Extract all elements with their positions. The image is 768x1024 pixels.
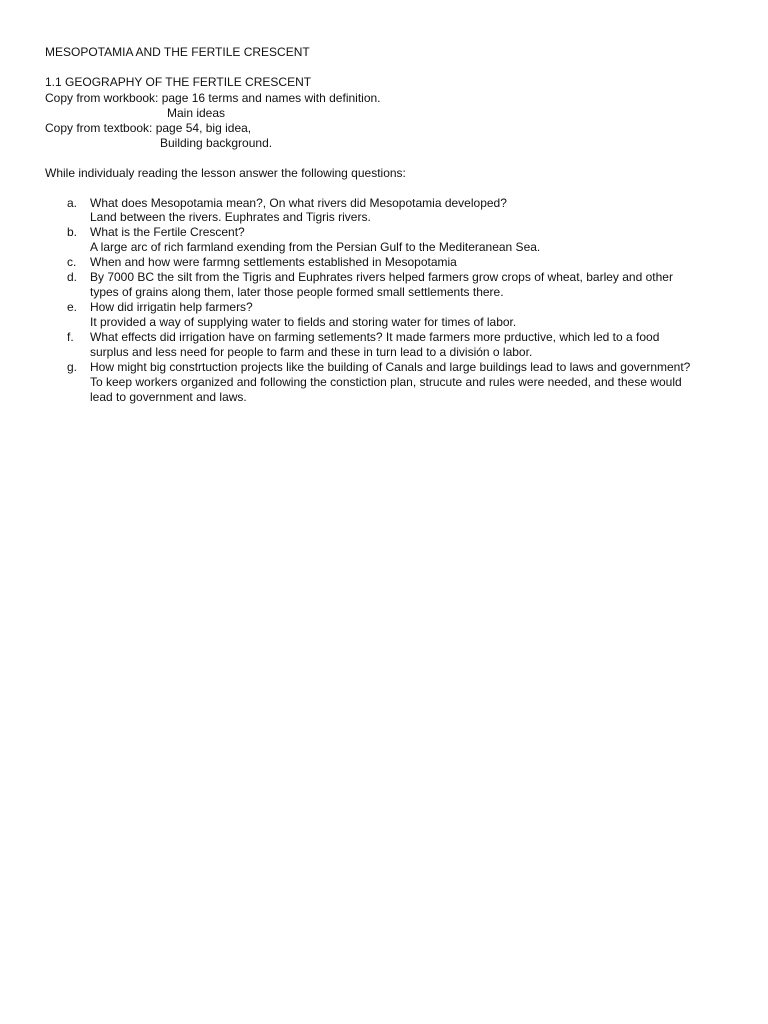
question-text: What effects did irrigation have on farming setlements? It made farmers more prductive, which led to a food <box>90 330 660 344</box>
question-text: How did irrigatin help farmers? <box>90 300 253 314</box>
question-letter: c. <box>67 255 77 269</box>
answer-text: Land between the rivers. Euphrates and Tigris rivers. <box>90 210 371 224</box>
answer-text: lead to government and laws. <box>90 390 247 404</box>
textbook-subitem: Building background. <box>160 136 273 150</box>
answer-text: To keep workers organized and following the constiction plan, strucute and rules were needed, and these would <box>90 375 682 389</box>
question-text: How might big constrtuction projects like the building of Canals and large buildings lead to laws and government? <box>90 360 691 374</box>
question-letter: f. <box>67 330 74 344</box>
answer-text: A large arc of rich farmland exending from the Persian Gulf to the Mediteranean Sea. <box>90 240 541 254</box>
question-letter: d. <box>67 270 78 284</box>
question-text: When and how were farmng settlements established in Mesopotamia <box>90 255 457 269</box>
question-text: What is the Fertile Crescent? <box>90 225 245 239</box>
question-text: What does Mesopotamia mean?, On what rivers did Mesopotamia developed? <box>90 196 507 210</box>
question-letter: g. <box>67 360 78 374</box>
section-heading: 1.1 GEOGRAPHY OF THE FERTILE CRESCENT <box>45 75 312 89</box>
textbook-instruction: Copy from textbook: page 54, big idea, <box>45 121 252 135</box>
answer-text: By 7000 BC the silt from the Tigris and Euphrates rivers helped farmers grow crops of wheat, barley and other <box>90 270 673 284</box>
question-letter: a. <box>67 196 78 210</box>
question-letter: e. <box>67 300 78 314</box>
document-title: MESOPOTAMIA AND THE FERTILE CRESCENT <box>45 45 310 59</box>
workbook-instruction: Copy from workbook: page 16 terms and names with definition. <box>45 91 381 105</box>
question-letter: b. <box>67 225 78 239</box>
answer-text: surplus and less need for people to farm and these in turn lead to a división o labor. <box>90 345 533 359</box>
workbook-subitem: Main ideas <box>167 106 226 120</box>
answer-text: types of grains along them, later those people formed small settlements there. <box>90 285 504 299</box>
answer-text: It provided a way of supplying water to fields and storing water for times of labor. <box>90 315 517 329</box>
reading-instructions: While individualy reading the lesson answer the following questions: <box>45 166 406 180</box>
